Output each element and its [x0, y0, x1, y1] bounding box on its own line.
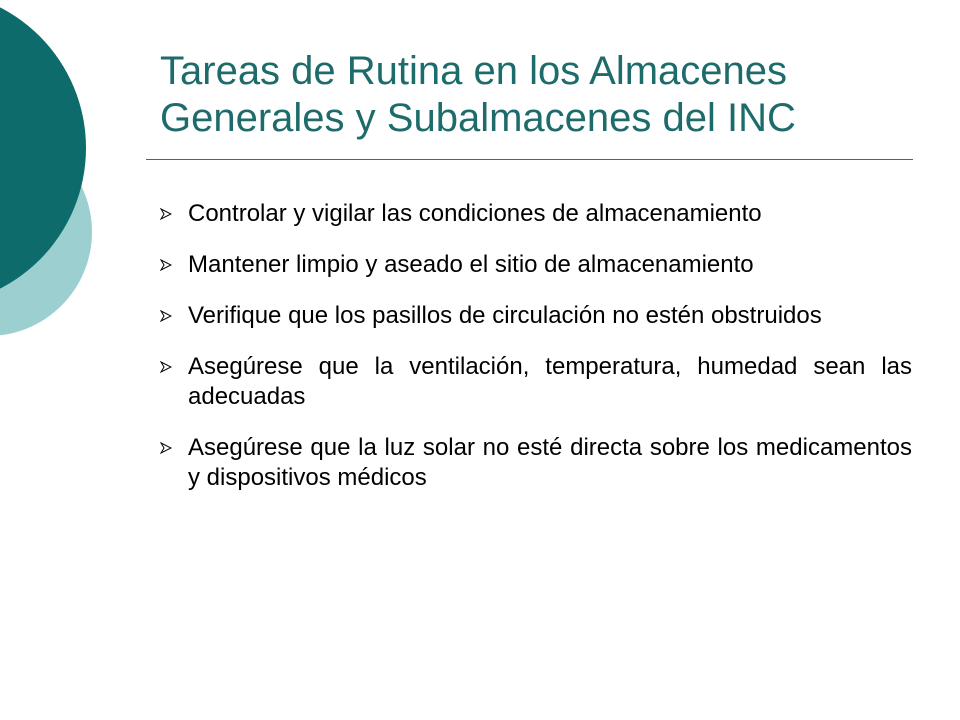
title-divider: [146, 159, 913, 160]
list-item: [160, 250, 912, 280]
bullet-text: Mantener limpio y aseado el sitio de almacenamiento: [188, 251, 754, 278]
bullet-text: Asegúrese que la luz solar no esté directa sobre los medicamentos y dispositivos médicos: [188, 434, 912, 491]
arrowhead-bullet-icon: [160, 361, 172, 373]
arrowhead-bullet-icon: [160, 442, 172, 454]
bullet-text: Controlar y vigilar las condiciones de almacenamiento: [188, 200, 762, 227]
arrowhead-bullet-icon: [160, 259, 172, 271]
decorative-circles: [0, 0, 120, 400]
list-item: [160, 352, 912, 412]
bullet-list: [160, 199, 912, 514]
arrowhead-bullet-icon: [160, 310, 172, 322]
list-item: [160, 433, 912, 493]
list-item: [160, 301, 912, 331]
list-item: [160, 199, 912, 229]
bullet-text: Asegúrese que la ventilación, temperatura, humedad sean las adecuadas: [188, 353, 912, 410]
slide-title: Tareas de Rutina en los Almacenes Generales y Subalmacenes del INC: [160, 49, 796, 140]
arrowhead-bullet-icon: [160, 208, 172, 220]
bullet-text: Verifique que los pasillos de circulación no estén obstruidos: [188, 302, 822, 329]
